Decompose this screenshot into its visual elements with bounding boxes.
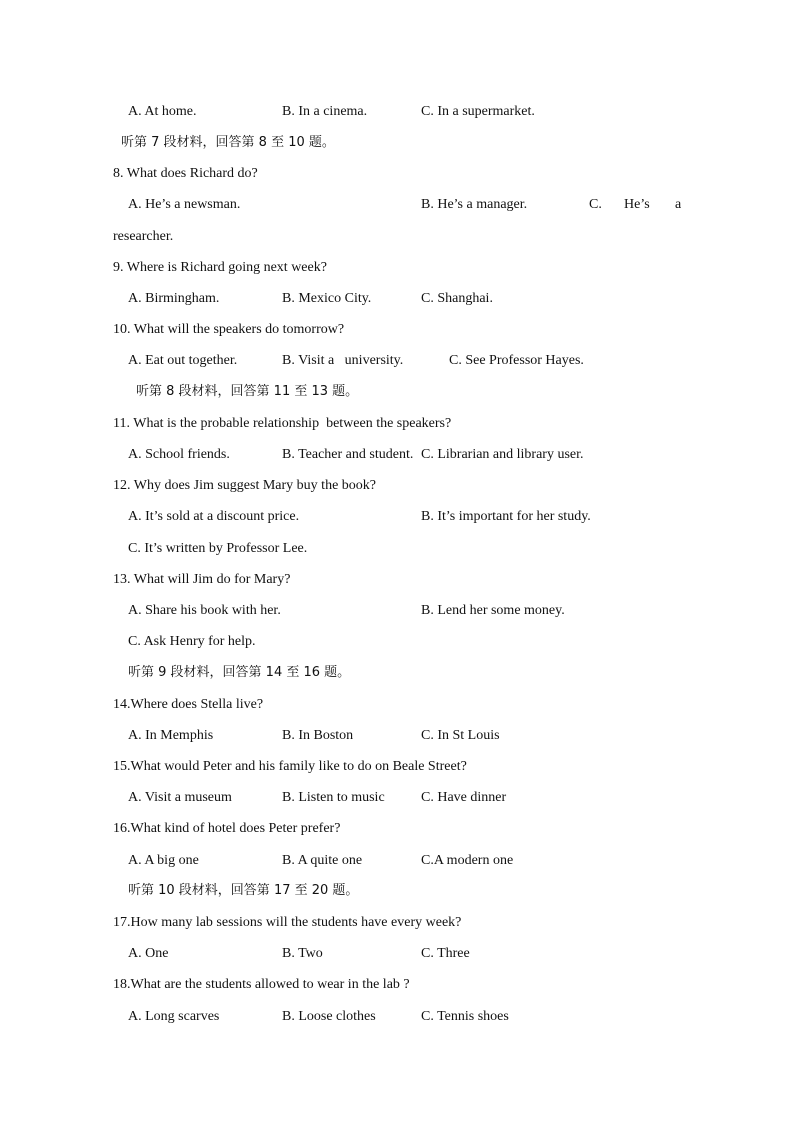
q12-option-a: A. It’s sold at a discount price.: [128, 509, 300, 524]
q10-option-b: B. Visit a university.: [282, 353, 404, 368]
q8-option-b: B. He’s a manager.: [421, 197, 528, 212]
q17-option-b: B. Two: [282, 946, 323, 961]
q13-stem: 13. What will Jim do for Mary?: [113, 572, 291, 587]
q18-stem: 18.What are the students allowed to wear in the lab ?: [113, 977, 410, 992]
q13-option-c: C. Ask Henry for help.: [128, 634, 256, 649]
q11-stem: 11. What is the probable relationship between the speakers?: [113, 416, 452, 431]
q14-option-b: B. In Boston: [282, 728, 354, 743]
q10-option-a: A. Eat out together.: [128, 353, 238, 368]
q17-option-a: A. One: [128, 946, 169, 961]
q11-option-b: B. Teacher and student.: [282, 447, 414, 462]
q11-option-c: C. Librarian and library user.: [421, 447, 584, 462]
q15-option-b: B. Listen to music: [282, 790, 385, 805]
q8-option-c-part3: a: [675, 197, 682, 212]
q12-option-c: C. It’s written by Professor Lee.: [128, 541, 308, 556]
q11-option-a: A. School friends.: [128, 447, 230, 462]
q12-stem: 12. Why does Jim suggest Mary buy the book?: [113, 478, 376, 493]
q16-option-b: B. A quite one: [282, 853, 363, 868]
section-10-heading: 听第 10 段材料，回答第 17 至 20 题。: [128, 883, 359, 898]
section-9-heading: 听第 9 段材料，回答第 14 至 16 题。: [128, 665, 351, 680]
q8-stem: 8. What does Richard do?: [113, 166, 258, 181]
q9-option-b: B. Mexico City.: [282, 291, 372, 306]
q18-option-c: C. Tennis shoes: [421, 1009, 509, 1024]
q16-stem: 16.What kind of hotel does Peter prefer?: [113, 821, 341, 836]
q17-option-c: C. Three: [421, 946, 470, 961]
q17-stem: 17.How many lab sessions will the students have every week?: [113, 915, 462, 930]
q7-option-c: C. In a supermarket.: [421, 104, 535, 119]
q10-stem: 10. What will the speakers do tomorrow?: [113, 322, 345, 337]
q9-stem: 9. Where is Richard going next week?: [113, 260, 327, 275]
q15-option-c: C. Have dinner: [421, 790, 507, 805]
q9-option-a: A. Birmingham.: [128, 291, 220, 306]
q16-option-c: C.A modern one: [421, 853, 514, 868]
q8-option-c-part4: researcher.: [113, 229, 174, 244]
q18-option-a: A. Long scarves: [128, 1009, 220, 1024]
q13-option-a: A. Share his book with her.: [128, 603, 281, 618]
q7-option-b: B. In a cinema.: [282, 104, 368, 119]
q14-option-a: A. In Memphis: [128, 728, 214, 743]
section-8-heading: 听第 8 段材料，回答第 11 至 13 题。: [136, 384, 359, 399]
q13-option-b: B. Lend her some money.: [421, 603, 565, 618]
q18-option-b: B. Loose clothes: [282, 1009, 376, 1024]
q8-option-c-part1: C.: [589, 197, 602, 212]
q10-option-c: C. See Professor Hayes.: [449, 353, 584, 368]
q15-option-a: A. Visit a museum: [128, 790, 232, 805]
q9-option-c: C. Shanghai.: [421, 291, 493, 306]
q8-option-a: A. He’s a newsman.: [128, 197, 241, 212]
q12-option-b: B. It’s important for her study.: [421, 509, 591, 524]
q15-stem: 15.What would Peter and his family like to do on Beale Street?: [113, 759, 467, 774]
q14-stem: 14.Where does Stella live?: [113, 697, 264, 712]
q16-option-a: A. A big one: [128, 853, 199, 868]
q7-option-a: A. At home.: [128, 104, 197, 119]
q8-option-c-part2: He’s: [624, 197, 650, 212]
section-7-heading: 听第 7 段材料，回答第 8 至 10 题。: [121, 135, 335, 150]
q14-option-c: C. In St Louis: [421, 728, 500, 743]
